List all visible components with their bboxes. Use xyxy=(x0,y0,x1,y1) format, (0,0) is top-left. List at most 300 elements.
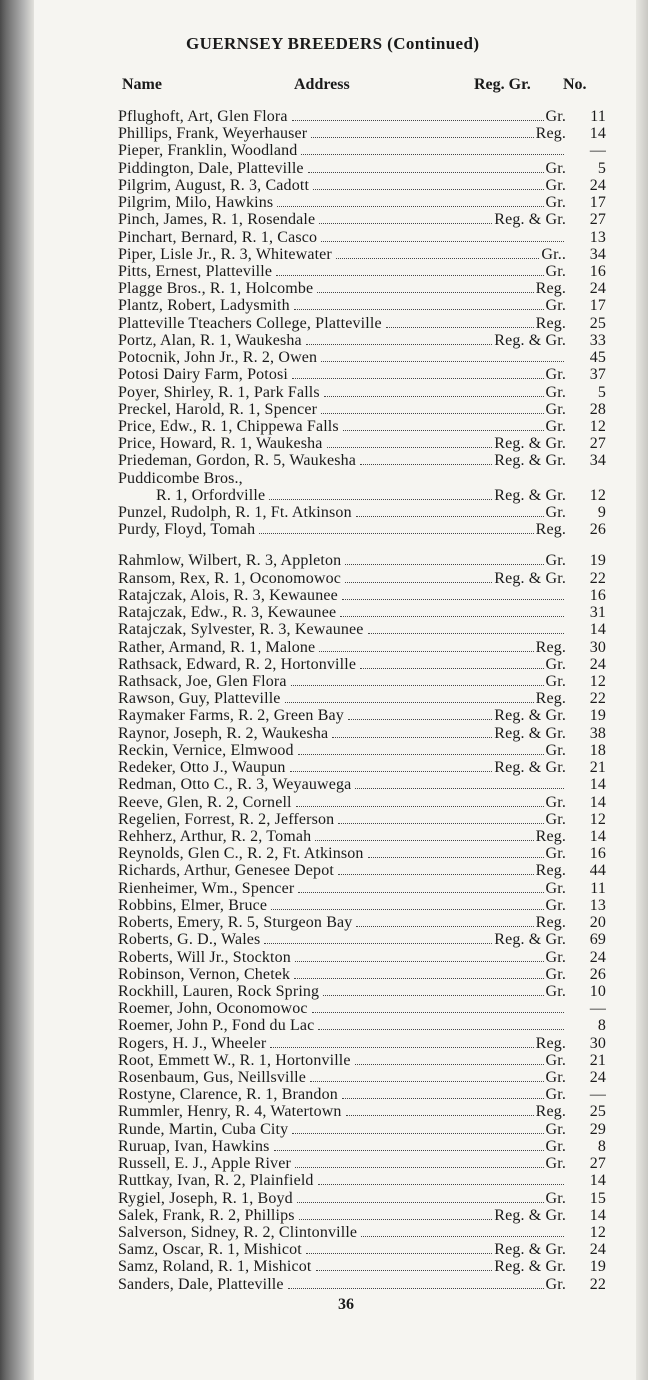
list-item xyxy=(118,229,606,246)
registration-type: Gr. xyxy=(545,655,566,673)
dot-leader xyxy=(301,154,564,155)
column-header-reg-gr xyxy=(474,76,531,94)
dot-leader xyxy=(327,447,493,448)
dot-leader xyxy=(312,1012,564,1013)
registration-type: Gr.. xyxy=(541,245,566,263)
list-item xyxy=(118,332,606,349)
dot-leader xyxy=(299,1219,493,1220)
herd-count: 19 xyxy=(589,1258,606,1276)
list-item xyxy=(118,552,606,569)
list-item xyxy=(118,966,606,983)
dot-leader xyxy=(306,344,493,345)
dot-leader xyxy=(306,1253,492,1254)
breeder-name-address: R. 1, Orfordville xyxy=(156,486,266,504)
breeder-name-address: Potosi Dairy Farm, Potosi xyxy=(118,366,288,384)
breeder-name-address: Priedeman, Gordon, R. 5, Waukesha xyxy=(118,452,356,470)
herd-count: 19 xyxy=(589,707,606,725)
breeder-name-address: Regelien, Forrest, R. 2, Jefferson xyxy=(118,810,335,828)
herd-count: 12 xyxy=(589,673,606,690)
list-item xyxy=(118,1138,606,1155)
herd-count: 11 xyxy=(590,108,606,125)
list-item xyxy=(118,1207,606,1224)
breeder-name-address: Price, Edw., R. 1, Chippewa Falls xyxy=(118,417,339,435)
registration-type: Gr. xyxy=(545,982,566,1000)
list-item xyxy=(118,280,606,297)
book-spine-shadow xyxy=(0,0,34,1380)
registration-type: Reg. & Gr. xyxy=(494,707,566,725)
list-item xyxy=(118,1052,606,1069)
dot-leader xyxy=(313,189,544,190)
herd-count: 12 xyxy=(589,417,606,435)
list-item xyxy=(118,587,606,604)
dot-leader xyxy=(316,1270,493,1271)
dot-leader xyxy=(292,378,544,379)
registration-type: Gr. xyxy=(545,896,566,914)
dot-leader xyxy=(332,737,492,738)
list-item xyxy=(118,639,606,656)
herd-count: 24 xyxy=(589,176,606,194)
herd-count: 14 xyxy=(589,1206,606,1224)
breeder-name-address: Pitts, Ernest, Platteville xyxy=(118,262,273,280)
herd-count: 12 xyxy=(589,810,606,828)
list-item xyxy=(118,401,606,418)
registration-type: Reg. xyxy=(535,914,566,932)
breeder-name-address: Redeker, Otto J., Waupun xyxy=(118,759,286,777)
list-item xyxy=(118,1241,606,1258)
list-item xyxy=(118,315,606,332)
breeder-name-address: Ransom, Rex, R. 1, Oconomowoc xyxy=(118,569,341,587)
dot-leader xyxy=(368,857,544,858)
breeder-name-address: Redman, Otto C., R. 3, Weyauwega xyxy=(118,776,352,794)
dot-leader xyxy=(321,241,564,242)
dot-leader xyxy=(318,1029,564,1030)
registration-type: Reg. & Gr. xyxy=(494,435,566,453)
registration-type: Gr. xyxy=(545,504,566,522)
dot-leader xyxy=(308,172,544,173)
list-item xyxy=(118,504,606,521)
herd-count: 27 xyxy=(589,211,606,229)
column-header-reg: Reg. xyxy=(474,76,505,93)
dot-leader xyxy=(271,909,543,910)
list-item xyxy=(118,604,606,621)
dot-leader xyxy=(355,1064,544,1065)
list-item xyxy=(118,742,606,759)
dot-leader xyxy=(342,599,564,600)
breeder-name-address: Roberts, Will Jr., Stockton xyxy=(118,948,291,966)
registration-type: Reg. xyxy=(535,125,566,143)
herd-count: 30 xyxy=(589,1034,606,1052)
breeder-name-address: Price, Howard, R. 1, Waukesha xyxy=(118,435,323,453)
breeder-name-address: Robinson, Vernon, Chetek xyxy=(118,965,291,983)
herd-count: 18 xyxy=(589,741,606,759)
dot-leader xyxy=(295,1167,544,1168)
breeder-name-address: Punzel, Rudolph, R. 1, Ft. Atkinson xyxy=(118,504,352,522)
list-item xyxy=(118,487,606,504)
herd-count: 25 xyxy=(589,314,606,332)
herd-count: 25 xyxy=(589,1103,606,1121)
herd-count: 15 xyxy=(589,1189,606,1207)
dot-leader xyxy=(259,533,533,534)
herd-count: 26 xyxy=(589,521,606,539)
list-item xyxy=(118,349,606,366)
breeder-name-address: Ratajczak, Alois, R. 3, Kewaunee xyxy=(118,586,338,604)
dot-leader xyxy=(356,926,533,927)
list-item xyxy=(118,862,606,879)
registration-type: Reg. & Gr. xyxy=(494,211,566,229)
herd-count: 26 xyxy=(589,965,606,983)
breeder-name-address: Pflughoft, Art, Glen Flora xyxy=(118,108,288,125)
dot-leader xyxy=(318,1184,564,1185)
herd-count: 27 xyxy=(589,435,606,453)
list-item xyxy=(118,452,606,469)
herd-count: 14 xyxy=(589,793,606,811)
herd-count: 14 xyxy=(589,827,606,845)
registration-type: Gr. xyxy=(545,1155,566,1173)
herd-count: 14 xyxy=(589,125,606,143)
list-item xyxy=(118,656,606,673)
registration-type: Reg. xyxy=(535,521,566,539)
herd-count: 21 xyxy=(589,759,606,777)
registration-type: Reg. & Gr. xyxy=(494,452,566,470)
dot-leader xyxy=(323,995,543,996)
breeder-name-address: Ratajczak, Edw., R. 3, Kewaunee xyxy=(118,604,337,622)
herd-count: 33 xyxy=(589,331,606,349)
dot-leader xyxy=(296,806,544,807)
breeder-name-address: Roberts, Emery, R. 5, Sturgeon Bay xyxy=(118,914,353,932)
herd-count: 8 xyxy=(597,1017,606,1035)
list-item xyxy=(118,366,606,383)
breeder-name-address: Pilgrim, Milo, Hawkins xyxy=(118,194,274,212)
breeder-name-address: Sanders, Dale, Platteville xyxy=(118,1275,284,1293)
list-item xyxy=(118,435,606,452)
list-item xyxy=(118,690,606,707)
breeder-name-address: Pinchart, Bernard, R. 1, Casco xyxy=(118,228,318,246)
dot-leader xyxy=(368,633,564,634)
list-item xyxy=(118,263,606,280)
registration-type: Reg. xyxy=(535,1034,566,1052)
dot-leader xyxy=(290,771,493,772)
breeder-name-address: Reeve, Glen, R. 2, Cornell xyxy=(118,793,292,811)
herd-count: 37 xyxy=(589,366,606,384)
breeder-name-address: Puddicombe Bros., xyxy=(118,469,243,487)
dot-leader xyxy=(356,516,544,517)
breeder-name-address: Reckin, Vernice, Elmwood xyxy=(118,741,294,759)
breeder-list xyxy=(118,108,606,1293)
list-item xyxy=(118,845,606,862)
list-item xyxy=(118,1017,606,1034)
list-item xyxy=(118,811,606,828)
registration-type: Reg. & Gr. xyxy=(494,1206,566,1224)
herd-count: 22 xyxy=(589,1275,606,1293)
list-item xyxy=(118,621,606,638)
breeder-name-address: Ruttkay, Ivan, R. 2, Plainfield xyxy=(118,1172,314,1190)
list-item xyxy=(118,1121,606,1138)
list-item xyxy=(118,384,606,401)
breeder-name-address: Roemer, John P., Fond du Lac xyxy=(118,1017,315,1035)
registration-type: Gr. xyxy=(545,810,566,828)
herd-count: 5 xyxy=(597,383,606,401)
registration-type: Gr. xyxy=(545,1275,566,1293)
herd-count: 8 xyxy=(597,1137,606,1155)
breeder-name-address: Ruruap, Ivan, Hawkins xyxy=(118,1137,270,1155)
registration-type: Reg. & Gr. xyxy=(494,331,566,349)
list-item xyxy=(118,177,606,194)
herd-count: 14 xyxy=(589,776,606,794)
dot-leader xyxy=(360,668,543,669)
dot-leader xyxy=(311,137,533,138)
dot-leader xyxy=(343,430,544,431)
list-item xyxy=(118,1155,606,1172)
breeder-name-address: Plagge Bros., R. 1, Holcombe xyxy=(118,280,314,298)
dot-leader xyxy=(345,564,543,565)
dot-leader xyxy=(338,874,534,875)
herd-count: 13 xyxy=(589,896,606,914)
breeder-name-address: Piper, Lisle Jr., R. 3, Whitewater xyxy=(118,245,332,263)
breeder-name-address: Plantz, Robert, Ladysmith xyxy=(118,297,290,315)
registration-type: Gr. xyxy=(545,1086,566,1104)
list-item xyxy=(118,1276,606,1293)
breeder-name-address: Phillips, Frank, Weyerhauser xyxy=(118,125,308,143)
dot-leader xyxy=(298,892,543,893)
list-item xyxy=(118,707,606,724)
dot-leader xyxy=(276,275,543,276)
herd-count: 44 xyxy=(589,862,606,880)
breeder-name-address: Pinch, James, R. 1, Rosendale xyxy=(118,211,316,229)
herd-count: 13 xyxy=(589,228,606,246)
dot-leader xyxy=(338,823,543,824)
herd-count: 28 xyxy=(589,400,606,418)
herd-count: 19 xyxy=(589,552,606,570)
registration-type: Gr. xyxy=(545,741,566,759)
registration-type: Gr. xyxy=(545,159,566,177)
registration-type: Reg. xyxy=(535,690,566,708)
herd-count: 14 xyxy=(589,621,606,639)
page-edge xyxy=(636,0,648,1380)
registration-type: Reg. xyxy=(535,862,566,880)
registration-type: Gr. xyxy=(545,793,566,811)
dot-leader xyxy=(264,943,492,944)
breeder-name-address: Runde, Martin, Cuba City xyxy=(118,1120,289,1138)
herd-count: — xyxy=(589,1086,606,1104)
breeder-name-address: Ratajczak, Sylvester, R. 3, Kewaunee xyxy=(118,621,364,639)
breeder-name-address: Root, Emmett W., R. 1, Hortonville xyxy=(118,1051,351,1069)
registration-type: Reg. & Gr. xyxy=(494,759,566,777)
herd-count: 11 xyxy=(590,879,606,897)
list-item xyxy=(118,776,606,793)
column-header-gr: Gr. xyxy=(508,76,531,93)
herd-count: 16 xyxy=(589,262,606,280)
dot-leader xyxy=(270,1047,533,1048)
registration-type: Gr. xyxy=(545,108,566,125)
breeder-name-address: Rummler, Henry, R. 4, Watertown xyxy=(118,1103,342,1121)
breeder-name-address: Rygiel, Joseph, R. 1, Boyd xyxy=(118,1189,293,1207)
breeder-name-address: Roberts, G. D., Wales xyxy=(118,931,261,949)
herd-count: 9 xyxy=(597,504,606,522)
breeder-name-address: Rogers, H. J., Wheeler xyxy=(118,1034,267,1052)
list-item xyxy=(118,931,606,948)
registration-type: Gr. xyxy=(545,417,566,435)
list-item xyxy=(118,828,606,845)
dot-leader xyxy=(348,719,492,720)
breeder-name-address: Portz, Alan, R. 1, Waukesha xyxy=(118,331,302,349)
registration-type: Gr. xyxy=(545,194,566,212)
registration-type: Reg. & Gr. xyxy=(494,569,566,587)
registration-type: Reg. & Gr. xyxy=(494,1258,566,1276)
herd-count: 21 xyxy=(589,1051,606,1069)
herd-count: 24 xyxy=(589,280,606,298)
herd-count: 30 xyxy=(589,638,606,656)
herd-count: — xyxy=(589,142,606,160)
herd-count: 24 xyxy=(589,655,606,673)
list-item xyxy=(118,1086,606,1103)
registration-type: Reg. & Gr. xyxy=(494,931,566,949)
dot-leader xyxy=(345,582,492,583)
dot-leader xyxy=(285,702,534,703)
registration-type: Gr. xyxy=(545,176,566,194)
dot-leader xyxy=(298,754,544,755)
registration-type: Gr. xyxy=(545,366,566,384)
breeder-name-address: Rostyne, Clarence, R. 1, Brandon xyxy=(118,1086,338,1104)
dot-leader xyxy=(321,361,564,362)
page-number: 36 xyxy=(338,1296,354,1313)
herd-count: 24 xyxy=(589,1241,606,1259)
list-item xyxy=(118,1224,606,1241)
dot-leader xyxy=(294,978,543,979)
breeder-name-address: Potocnik, John Jr., R. 2, Owen xyxy=(118,349,318,367)
list-item xyxy=(118,108,606,125)
dot-leader xyxy=(277,206,543,207)
breeder-name-address: Rather, Armand, R. 1, Malone xyxy=(118,638,316,656)
herd-count: 27 xyxy=(589,1155,606,1173)
list-item xyxy=(118,297,606,314)
herd-count: 34 xyxy=(589,245,606,263)
herd-count: 16 xyxy=(589,586,606,604)
herd-count: 38 xyxy=(589,724,606,742)
herd-count: 34 xyxy=(589,452,606,470)
herd-count: 24 xyxy=(589,1069,606,1087)
dot-leader xyxy=(269,499,492,500)
dot-leader xyxy=(295,961,544,962)
list-item xyxy=(118,983,606,1000)
registration-type: Reg. xyxy=(535,827,566,845)
list-item xyxy=(118,673,606,690)
herd-count: 17 xyxy=(589,297,606,315)
list-item xyxy=(118,725,606,742)
dot-leader xyxy=(297,1202,544,1203)
registration-type: Gr. xyxy=(545,552,566,570)
dot-leader xyxy=(274,1150,544,1151)
list-item xyxy=(118,1000,606,1017)
list-item xyxy=(118,160,606,177)
registration-type: Gr. xyxy=(545,673,566,690)
herd-count: 17 xyxy=(589,194,606,212)
breeder-name-address: Platteville Tteachers College, Platteville xyxy=(118,314,382,332)
breeder-name-address: Richards, Arthur, Genesee Depot xyxy=(118,862,334,880)
list-item xyxy=(118,194,606,211)
list-item xyxy=(118,1103,606,1120)
herd-count: 10 xyxy=(589,982,606,1000)
breeder-name-address: Salek, Frank, R. 2, Phillips xyxy=(118,1206,295,1224)
column-header-no: No. xyxy=(563,76,587,93)
dot-leader xyxy=(319,223,492,224)
herd-count: 16 xyxy=(589,845,606,863)
breeder-name-address: Robbins, Elmer, Bruce xyxy=(118,896,268,914)
herd-count: 45 xyxy=(589,349,606,367)
list-item xyxy=(118,1190,606,1207)
herd-count: 24 xyxy=(589,948,606,966)
breeder-name-address: Samz, Roland, R. 1, Mishicot xyxy=(118,1258,312,1276)
dot-leader xyxy=(292,1133,543,1134)
breeder-name-address: Preckel, Harold, R. 1, Spencer xyxy=(118,400,318,418)
breeder-name-address: Raymaker Farms, R. 2, Green Bay xyxy=(118,707,344,725)
list-item xyxy=(118,1069,606,1086)
herd-count: — xyxy=(589,1000,606,1018)
registration-type: Gr. xyxy=(545,1069,566,1087)
registration-type: Gr. xyxy=(545,845,566,863)
herd-count: 22 xyxy=(589,690,606,708)
list-item xyxy=(118,521,606,538)
herd-count: 12 xyxy=(589,486,606,504)
list-item xyxy=(118,949,606,966)
breeder-name-address: Samz, Oscar, R. 1, Mishicot xyxy=(118,1241,302,1259)
list-item xyxy=(118,914,606,931)
registration-type: Gr. xyxy=(545,297,566,315)
list-item xyxy=(118,125,606,142)
breeder-name-address: Rienheimer, Wm., Spencer xyxy=(118,879,295,897)
column-header-address: Address xyxy=(294,76,350,93)
list-item xyxy=(118,470,606,487)
list-item xyxy=(118,1172,606,1189)
breeder-name-address: Reynolds, Glen C., R. 2, Ft. Atkinson xyxy=(118,845,364,863)
breeder-name-address: Rockhill, Lauren, Rock Spring xyxy=(118,982,320,1000)
dot-leader xyxy=(291,685,544,686)
registration-type: Gr. xyxy=(545,262,566,280)
herd-count: 12 xyxy=(589,1224,606,1241)
breeder-name-address: Roemer, John, Oconomowoc xyxy=(118,1000,308,1018)
herd-count: 22 xyxy=(589,569,606,587)
list-item xyxy=(118,211,606,228)
page-title: GUERNSEY BREEDERS (Continued) xyxy=(186,34,480,53)
list-item xyxy=(118,1035,606,1052)
registration-type: Gr. xyxy=(545,1137,566,1155)
list-item xyxy=(118,794,606,811)
registration-type: Gr. xyxy=(545,383,566,401)
dot-leader xyxy=(355,788,564,789)
breeder-name-address: Salverson, Sidney, R. 2, Clintonville xyxy=(118,1224,358,1241)
registration-type: Reg. & Gr. xyxy=(494,1241,566,1259)
list-item xyxy=(118,897,606,914)
breeder-name-address: Russell, E. J., Apple River xyxy=(118,1155,291,1173)
dot-leader xyxy=(336,258,539,259)
dot-leader xyxy=(361,1236,564,1237)
registration-type: Reg. & Gr. xyxy=(494,486,566,504)
dot-leader xyxy=(319,651,533,652)
dot-leader xyxy=(315,840,533,841)
registration-type: Gr. xyxy=(545,1051,566,1069)
dot-leader xyxy=(310,1081,544,1082)
herd-count: 20 xyxy=(589,914,606,932)
registration-type: Reg. & Gr. xyxy=(494,724,566,742)
list-item xyxy=(118,570,606,587)
dot-leader xyxy=(386,327,534,328)
column-header-name: Name xyxy=(122,76,162,93)
list-item xyxy=(118,880,606,897)
breeder-name-address: Poyer, Shirley, R. 1, Park Falls xyxy=(118,383,320,401)
registration-type: Reg. xyxy=(535,638,566,656)
herd-count: 29 xyxy=(589,1120,606,1138)
herd-count: 69 xyxy=(589,931,606,949)
list-item xyxy=(118,142,606,159)
